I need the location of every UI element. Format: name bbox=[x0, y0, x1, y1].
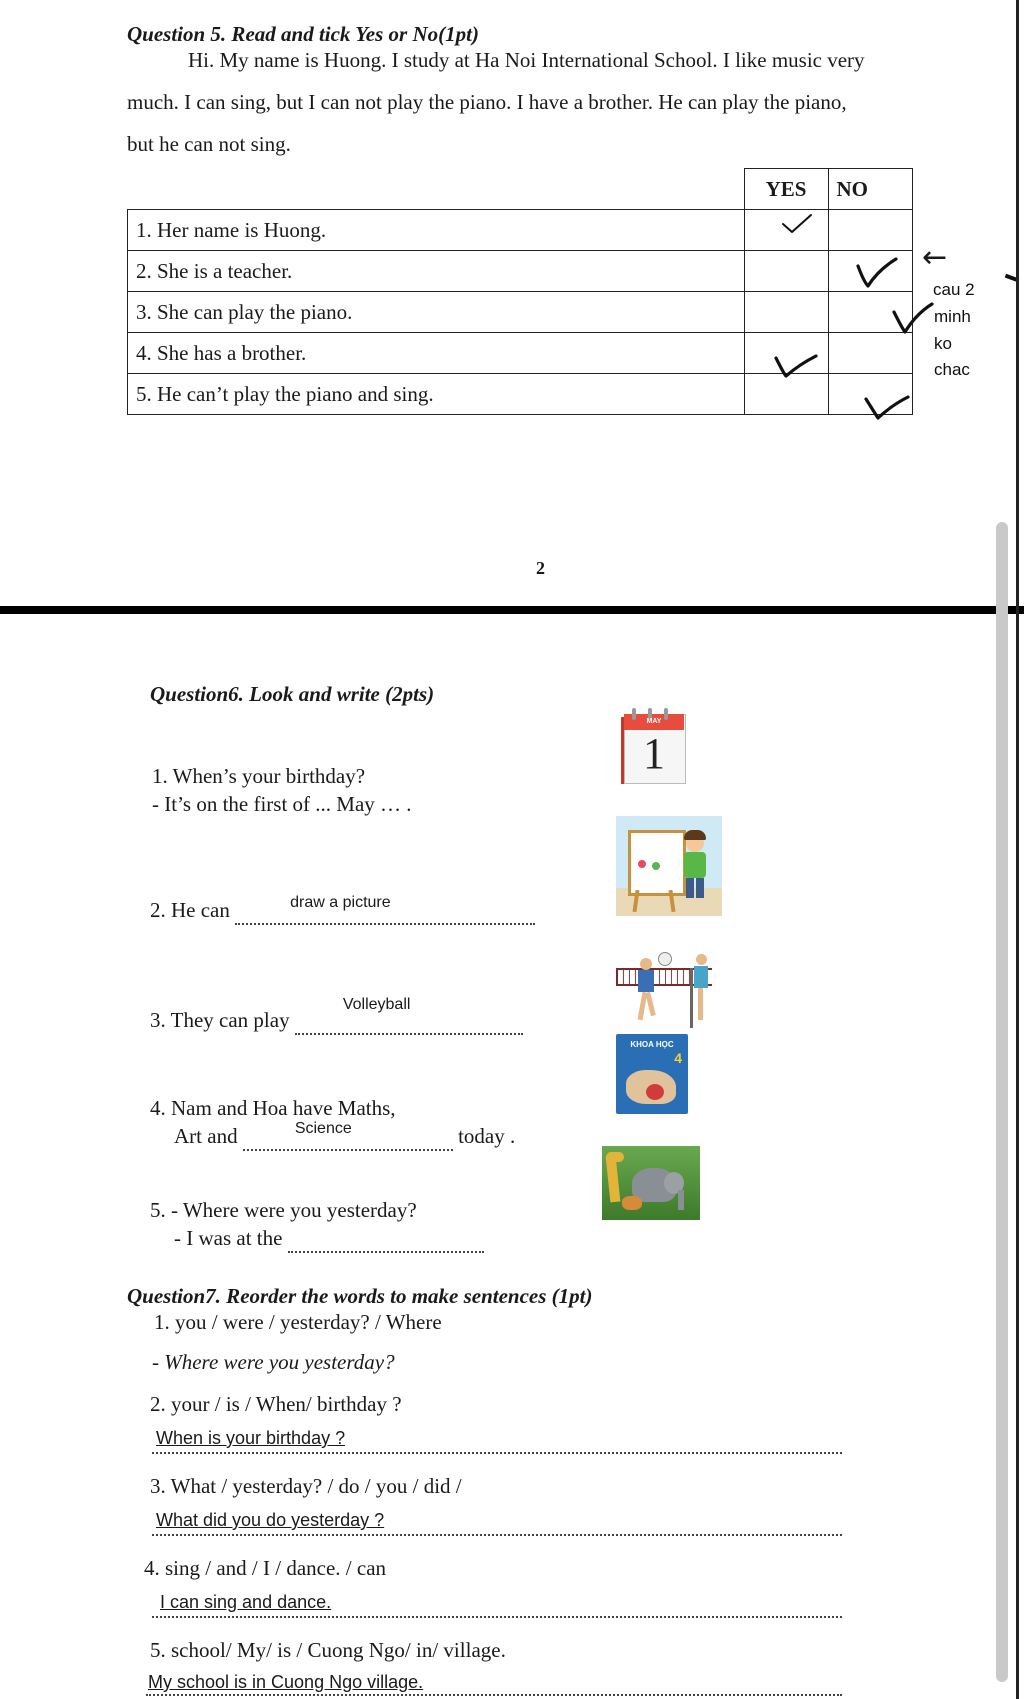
table-row bbox=[128, 374, 913, 415]
note-line-1: cau 2 bbox=[933, 280, 975, 299]
arrow-left-icon: ← bbox=[922, 240, 948, 275]
q6-item4-answer-field[interactable] bbox=[243, 1120, 453, 1151]
check-icon-handwritten bbox=[862, 393, 912, 421]
q6-item5-line2 bbox=[174, 1226, 484, 1253]
q6-item5-answer-field[interactable] bbox=[288, 1226, 484, 1253]
q7-item3-answer: What did you do yesterday ? bbox=[156, 1510, 385, 1530]
q5-passage-line-2: much. I can sing, but I can not play the piano. I have a brother. He can play the piano, bbox=[127, 90, 847, 114]
q6-item3-prefix: 3. They can play bbox=[150, 1008, 290, 1032]
science-book-image bbox=[616, 1034, 688, 1114]
q6-item4-line1: 4. Nam and Hoa have Maths, bbox=[150, 1096, 396, 1120]
q6-item1-answer: - It’s on the first of ... May … . bbox=[152, 792, 412, 816]
table-row bbox=[128, 251, 913, 292]
table-header-row bbox=[128, 169, 913, 210]
q6-item3 bbox=[150, 996, 523, 1035]
q5-passage-line-1: Hi. My name is Huong. I study at Ha Noi International School. I like music very bbox=[188, 48, 865, 72]
calendar-image bbox=[618, 706, 688, 784]
painting-image bbox=[616, 816, 722, 916]
q7-item4-prompt: 4. sing / and / I / dance. / can bbox=[144, 1556, 387, 1580]
q7-item3-prompt: 3. What / yesterday? / do / you / did / bbox=[150, 1474, 462, 1498]
q7-item4-answer: I can sing and dance. bbox=[160, 1592, 332, 1612]
note-line-4: chac bbox=[934, 360, 970, 379]
calendar-month: MAY bbox=[646, 718, 662, 725]
page-number: 2 bbox=[536, 558, 545, 578]
volleyball-image bbox=[614, 948, 712, 1030]
q6-item5-prefix: - I was at the bbox=[174, 1226, 283, 1250]
note-line-3: ko bbox=[934, 334, 952, 353]
no-header: NO bbox=[828, 169, 912, 210]
q7-item5-prompt: 5. school/ My/ is / Cuong Ngo/ in/ village. bbox=[150, 1638, 506, 1662]
zoo-image bbox=[602, 1146, 700, 1220]
no-cell-4[interactable] bbox=[828, 333, 912, 374]
q6-title: Question6. Look and write (2pts) bbox=[150, 682, 435, 706]
check-icon-handwritten bbox=[890, 300, 936, 336]
q7-item5-answer: My school is in Cuong Ngo village. bbox=[148, 1672, 424, 1692]
q6-item4-answer: Science bbox=[294, 1120, 352, 1137]
note-line-2: minh bbox=[934, 307, 971, 326]
q6-item2-prefix: 2. He can bbox=[150, 898, 230, 922]
page-frame-edge bbox=[1016, 0, 1019, 1699]
q7-item1-answer: - Where were you yesterday? bbox=[152, 1350, 395, 1374]
q6-item4-suffix: today . bbox=[458, 1124, 516, 1148]
book-title: KHOA HỌC bbox=[630, 1040, 674, 1049]
q5-title: Question 5. Read and tick Yes or No(1pt) bbox=[127, 22, 479, 46]
q6-item2 bbox=[150, 894, 535, 925]
book-number: 4 bbox=[674, 1050, 682, 1066]
yes-header: YES bbox=[744, 169, 828, 210]
statement-2: 2. She is a teacher. bbox=[128, 251, 745, 292]
yes-cell-3[interactable] bbox=[744, 292, 828, 333]
q5-passage-line-3: but he can not sing. bbox=[127, 132, 291, 156]
q7-item2-prompt: 2. your / is / When/ birthday ? bbox=[150, 1392, 402, 1416]
q6-item3-answer: Volleyball bbox=[342, 996, 411, 1013]
q6-item1-question: 1. When’s your birthday? bbox=[152, 764, 366, 788]
check-icon-printed bbox=[780, 212, 814, 236]
q7-item1-prompt: 1. you / were / yesterday? / Where bbox=[154, 1310, 442, 1334]
q6-item4-prefix: Art and bbox=[174, 1124, 238, 1148]
q7-item2-answer: When is your birthday ? bbox=[156, 1428, 346, 1448]
q6-item5-question: 5. - Where were you yesterday? bbox=[150, 1198, 417, 1222]
page-divider bbox=[0, 606, 1024, 614]
statement-4: 4. She has a brother. bbox=[128, 333, 745, 374]
statement-1: 1. Her name is Huong. bbox=[128, 210, 745, 251]
statement-3: 3. She can play the piano. bbox=[128, 292, 745, 333]
yes-cell-2[interactable] bbox=[744, 251, 828, 292]
q7-item4-answer-field[interactable] bbox=[152, 1594, 842, 1618]
q7-item2-answer-field[interactable] bbox=[152, 1430, 842, 1454]
check-icon-handwritten bbox=[854, 256, 900, 290]
q7-item5-answer-field[interactable] bbox=[146, 1672, 842, 1696]
yes-cell-5[interactable] bbox=[744, 374, 828, 415]
q7-title: Question7. Reorder the words to make sentences (1pt) bbox=[127, 1284, 593, 1308]
table-row bbox=[128, 292, 913, 333]
check-icon-handwritten bbox=[772, 350, 820, 378]
q7-item3-answer-field[interactable] bbox=[152, 1512, 842, 1536]
no-cell-1[interactable] bbox=[828, 210, 912, 251]
q6-item2-answer: draw a picture bbox=[290, 894, 391, 911]
calendar-day: 1 bbox=[643, 729, 665, 778]
q6-item2-answer-field[interactable] bbox=[235, 894, 535, 925]
q6-item4-line2 bbox=[174, 1120, 516, 1151]
scrollbar[interactable] bbox=[996, 522, 1008, 1682]
statement-5: 5. He can’t play the piano and sing. bbox=[128, 374, 745, 415]
q6-item3-answer-field[interactable] bbox=[295, 996, 523, 1035]
